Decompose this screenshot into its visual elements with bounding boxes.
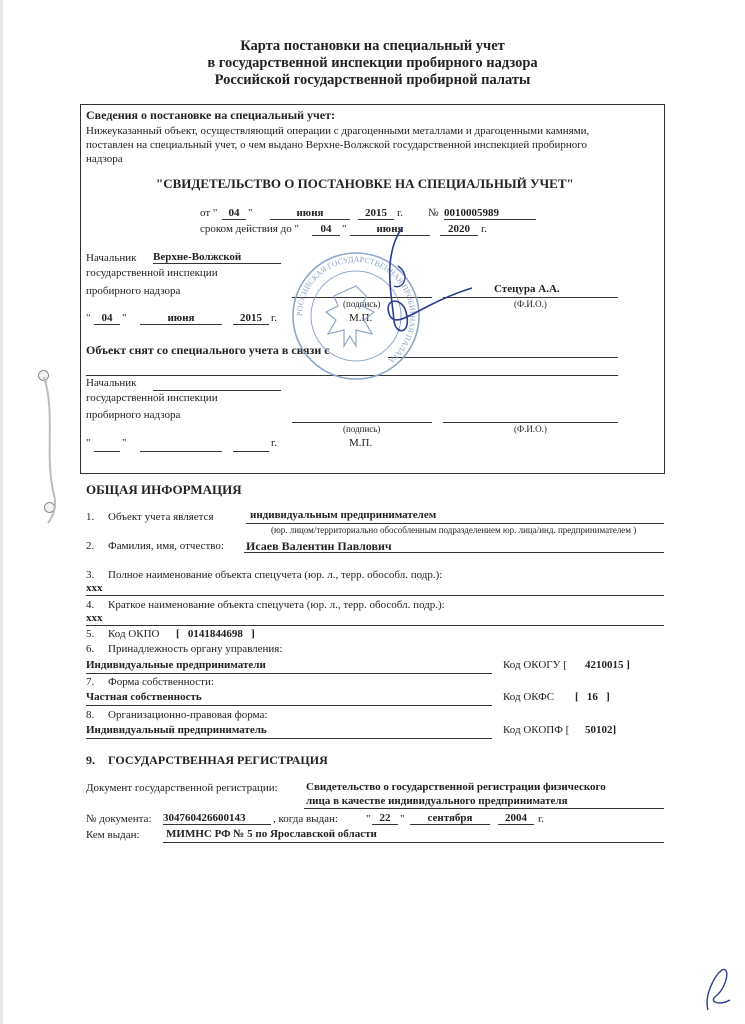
stamp-label: М.П. [349, 312, 373, 324]
item-number: 3. [86, 569, 95, 581]
name-caption: (Ф.И.О.) [514, 299, 547, 309]
year-suffix: г. [481, 223, 488, 235]
short-title-label: Краткое наименование объекта спецучета (юр. л., терр. обособл. подр.): [108, 599, 445, 611]
ownership-value: Частная собственность [86, 691, 202, 703]
page-title: Карта постановки на специальный учет в государственной инспекции пробирного надзора Российской государственной пробирной палаты [207, 38, 538, 88]
authority-value: Индивидуальные предприниматели [86, 659, 266, 671]
item-number: 8. [86, 709, 95, 721]
quote: " [122, 312, 127, 324]
removal-year-line [233, 451, 269, 452]
svg-text:РОССИЙСКАЯ ГОСУДАРСТВЕННАЯ ПРО: РОССИЙСКАЯ ГОСУДАРСТВЕННАЯ ПРОБИРНАЯ ПАЛАТА [294, 254, 418, 366]
valid-label: сроком действия до " [200, 223, 299, 235]
okogu-value: 4210015 ] [585, 659, 630, 671]
removal-heading: Объект снят со специального учета в связи с [86, 343, 330, 357]
quote: " [248, 207, 253, 219]
removal-signature-caption: (подпись) [343, 424, 381, 434]
full-title-line [86, 595, 664, 596]
short-title-line [86, 625, 664, 626]
year-suffix: г. [397, 207, 404, 219]
date-day: 04 [94, 312, 120, 325]
full-name-label: Фамилия, имя, отчество: [108, 540, 224, 552]
removal-name-line [443, 422, 618, 423]
issue-day: 22 [372, 812, 398, 825]
docnum-value: 304760426600143 [163, 812, 271, 825]
authority-label: Принадлежность органу управления: [108, 643, 283, 655]
removal-signature-line [292, 422, 432, 423]
removal-head-label: Начальник [86, 377, 137, 389]
full-title-value: ххх [86, 582, 103, 594]
valid-year: 2020 [440, 223, 478, 236]
from-label: от " [200, 207, 218, 219]
object-type-value: индивидуальным предпринимателем [250, 509, 437, 521]
when-label: , когда выдан: [273, 813, 338, 825]
ownership-label: Форма собственности: [108, 676, 214, 688]
date-year: 2015 [233, 312, 269, 325]
section-number: 9. [86, 753, 95, 767]
registration-intro: Нижеуказанный объект, осуществляющий операции с драгоценными металлами и драгоценными камнями, поставлен на специальный учет, о чем выдано Верхне-Волжской государственной инспекцией пробирного надзора [86, 125, 590, 165]
signer-name: Стецура А.А. [494, 283, 560, 295]
issuer-label: Кем выдан: [86, 829, 140, 841]
authority-line [86, 673, 492, 674]
binding-thread [42, 375, 72, 525]
doc-value: лица в качестве индивидуального предпринимателя [306, 795, 568, 807]
item-number: 2. [86, 540, 95, 552]
okpo-value: [ 0141844698 ] [176, 628, 255, 640]
legal-form-value: Индивидуальный предприниматель [86, 724, 267, 736]
removal-assay-label: пробирного надзора [86, 409, 181, 421]
number-label: № [428, 207, 439, 219]
item-number: 6. [86, 643, 95, 655]
certificate-title: "СВИДЕТЕЛЬСТВО О ПОСТАНОВКЕ НА СПЕЦИАЛЬНЫЙ УЧЕТ" [156, 176, 574, 191]
registration-heading: Сведения о постановке на специальный учет: [86, 108, 336, 122]
year-suffix: г. [538, 813, 545, 825]
doc-value: Свидетельство о государственной регистрации физического [306, 781, 606, 793]
head-label: Начальник [86, 252, 137, 264]
object-type-note: (юр. лицом/территориально обособленным подразделением юр. лица/инд. предпринимателем ) [271, 525, 637, 535]
removal-head-line [153, 390, 281, 391]
head-organization: Верхне-Волжской [153, 251, 281, 264]
certificate-number: 0010005989 [444, 207, 536, 220]
full-title-label: Полное наименование объекта спецучета (юр. л., терр. обособл. подр.): [108, 569, 443, 581]
okogu-label: Код ОКОГУ [ [503, 659, 567, 671]
object-type-line [246, 523, 664, 524]
issuer-value: МИМНС РФ № 5 по Ярославской области [166, 828, 377, 840]
okfs-value: [ 16 ] [575, 691, 610, 703]
removal-stamp-label: М.П. [349, 437, 373, 449]
quote: " [86, 312, 91, 324]
signature-scribble [372, 226, 482, 346]
year-suffix: г. [271, 437, 278, 449]
removal-inspection-label: государственной инспекции [86, 392, 218, 404]
okopf-label: Код ОКОПФ [ [503, 724, 570, 736]
item-number: 1. [86, 511, 95, 523]
state-registration-heading: ГОСУДАРСТВЕННАЯ РЕГИСТРАЦИЯ [108, 753, 328, 767]
item-number: 5. [86, 628, 95, 640]
issuer-line [163, 842, 664, 843]
quote: " [342, 223, 347, 235]
issue-year: 2004 [498, 812, 534, 825]
from-year: 2015 [358, 207, 394, 220]
initials-scribble [700, 966, 736, 1014]
removal-name-caption: (Ф.И.О.) [514, 424, 547, 434]
valid-day: 04 [312, 223, 340, 236]
legal-form-label: Организационно-правовая форма: [108, 709, 268, 721]
removal-day-line [94, 451, 120, 452]
legal-form-line [86, 738, 492, 739]
full-name-line [244, 552, 664, 553]
year-suffix: г. [271, 312, 278, 324]
ownership-line [86, 705, 492, 706]
inspection-label: государственной инспекции [86, 267, 218, 279]
valid-month: июня [350, 223, 430, 236]
full-name-value: Исаев Валентин Павлович [246, 539, 392, 553]
okpo-label: Код ОКПО [108, 628, 160, 640]
date-month: июня [140, 312, 222, 325]
short-title-value: ххх [86, 612, 103, 624]
removal-reason-line [388, 357, 618, 358]
doc-label: Документ государственной регистрации: [86, 782, 278, 794]
general-heading: ОБЩАЯ ИНФОРМАЦИЯ [86, 482, 242, 497]
docnum-label: № документа: [86, 813, 152, 825]
page-edge-shadow [0, 0, 3, 1024]
issue-month: сентября [410, 812, 490, 825]
okopf-value: 50102] [585, 724, 617, 736]
removal-month-line [140, 451, 222, 452]
assay-label: пробирного надзора [86, 285, 181, 297]
item-number: 7. [86, 676, 95, 688]
from-month: июня [270, 207, 350, 220]
doc-line [304, 808, 664, 809]
object-type-label: Объект учета является [108, 511, 214, 523]
okfs-label: Код ОКФС [503, 691, 555, 703]
signature-caption: (подпись) [343, 299, 381, 309]
from-day: 04 [222, 207, 246, 220]
item-number: 4. [86, 599, 95, 611]
